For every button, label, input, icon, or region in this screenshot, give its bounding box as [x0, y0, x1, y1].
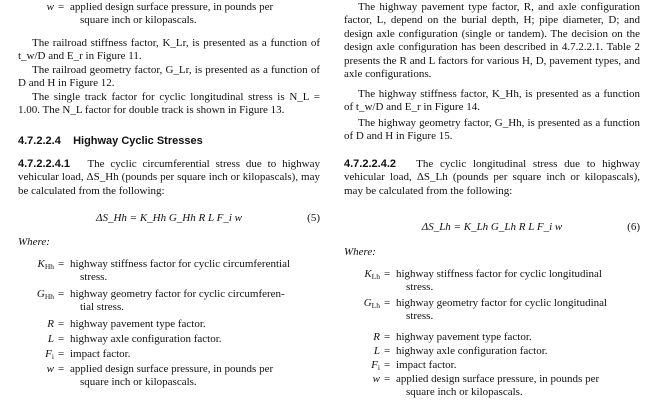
def-text: highway axle configuration factor.: [70, 333, 222, 345]
def-symbol: $G_{Lh}$: [363, 297, 380, 310]
def-text-cont: stress.: [406, 280, 434, 293]
subsection-text: The cyclic longitudinal stress due to highway vehicular load, ΔS_Lh (pounds per square inch or kilopascals), may be calculated from the following:: [344, 158, 640, 197]
def-symbol: $F_i$: [45, 348, 54, 361]
subsection-number: 4.7.2.2.4.1: [18, 158, 70, 170]
subsection-number: 4.7.2.2.4.2: [344, 158, 396, 170]
def-text: applied design surface pressure, in pounds per: [396, 373, 600, 385]
def-text-cont: square inch or kilopascals.: [406, 385, 523, 398]
equation-number: (5): [307, 212, 320, 224]
where-label: Where:: [344, 246, 376, 258]
para-highway-geometry: The highway geometry factor, G_Hh, is presented as a function of D and H in Figure 15.: [344, 117, 640, 143]
def-text-cont: stress.: [406, 309, 434, 322]
equation-number: (6): [627, 221, 640, 233]
subsection-4-7-2-2-4-2: [344, 158, 640, 198]
subsection-text: The cyclic circumferential stress due to highway vehicular load, ΔS_Hh (pounds per square inch or kilopascals), may be calculated from the following:: [18, 158, 320, 197]
section-heading: [18, 135, 203, 147]
def-symbol: $K_{Lh}$: [364, 268, 380, 281]
def-symbol: $G_{Hh}$: [36, 288, 54, 301]
heading-number: 4.7.2.2.4: [18, 135, 61, 147]
para-highway-stiffness: The highway stiffness factor, K_Hh, is presented as a function of t_w/D and E_r in Figure 14.: [344, 88, 640, 114]
def-text: highway pavement type factor.: [396, 331, 532, 343]
where-label: Where:: [18, 236, 50, 248]
def-text: highway axle configuration factor.: [396, 345, 548, 357]
def-text: highway geometry factor for cyclic circumferen-: [70, 288, 285, 300]
def-text-cont: square inch or kilopascals.: [80, 375, 197, 388]
def-text: highway stiffness factor for cyclic longitudinal: [396, 268, 602, 280]
def-text: highway stiffness factor for cyclic circumferential: [70, 258, 291, 270]
subsection-4-7-2-2-4-1: [18, 158, 320, 198]
def-symbol: $F_i$: [371, 359, 380, 372]
def-symbol: L: [373, 345, 380, 357]
def-text: impact factor.: [70, 348, 131, 360]
def-text-cont: square inch or kilopascals.: [80, 13, 197, 26]
def-text: highway pavement type factor.: [70, 318, 206, 330]
para-railroad-stiffness: The railroad stiffness factor, K_Lr, is presented as a function of t_w/D and E_r in Figure 11.: [18, 37, 320, 63]
heading-text: Highway Cyclic Stresses: [73, 135, 203, 147]
def-symbol: $K_{Hh}$: [37, 258, 54, 271]
def-text: applied design surface pressure, in pounds per: [70, 1, 274, 13]
def-symbol: L: [47, 333, 54, 345]
para-pavement-axle: The highway pavement type factor, R, and axle configuration factor, L, depend on the burial depth, H; pipe diameter, D; and design axle configuration (single or tandem). The decision on the design axle configuration has been described in 4.7.2.2.1. Table 2 presents the R and L factors for various H, D, pavement types, and axle configurations.: [344, 1, 640, 81]
def-symbol: R: [373, 331, 380, 343]
def-symbol: w: [372, 373, 380, 385]
def-symbol: w: [46, 363, 54, 375]
def-symbol: w: [46, 1, 54, 13]
def-text: impact factor.: [396, 359, 457, 371]
para-railroad-geometry: The railroad geometry factor, G_Lr, is presented as a function of D and H in Figure 12.: [18, 64, 320, 90]
equation-formula: ΔS_Lh = K_Lh G_Lh R L F_i w: [421, 221, 563, 233]
def-symbol: R: [47, 318, 54, 330]
def-text-cont: tial stress.: [80, 300, 124, 313]
def-text: highway geometry factor for cyclic longitudinal: [396, 297, 608, 309]
def-text: applied design surface pressure, in pounds per: [70, 363, 274, 375]
para-single-track: The single track factor for cyclic longitudinal stress is N_L = 1.00. The N_L factor for double track is shown in Figure 13.: [18, 91, 320, 117]
def-text-cont: stress.: [80, 270, 108, 283]
equation-formula: ΔS_Hh = K_Hh G_Hh R L F_i w: [96, 212, 242, 224]
